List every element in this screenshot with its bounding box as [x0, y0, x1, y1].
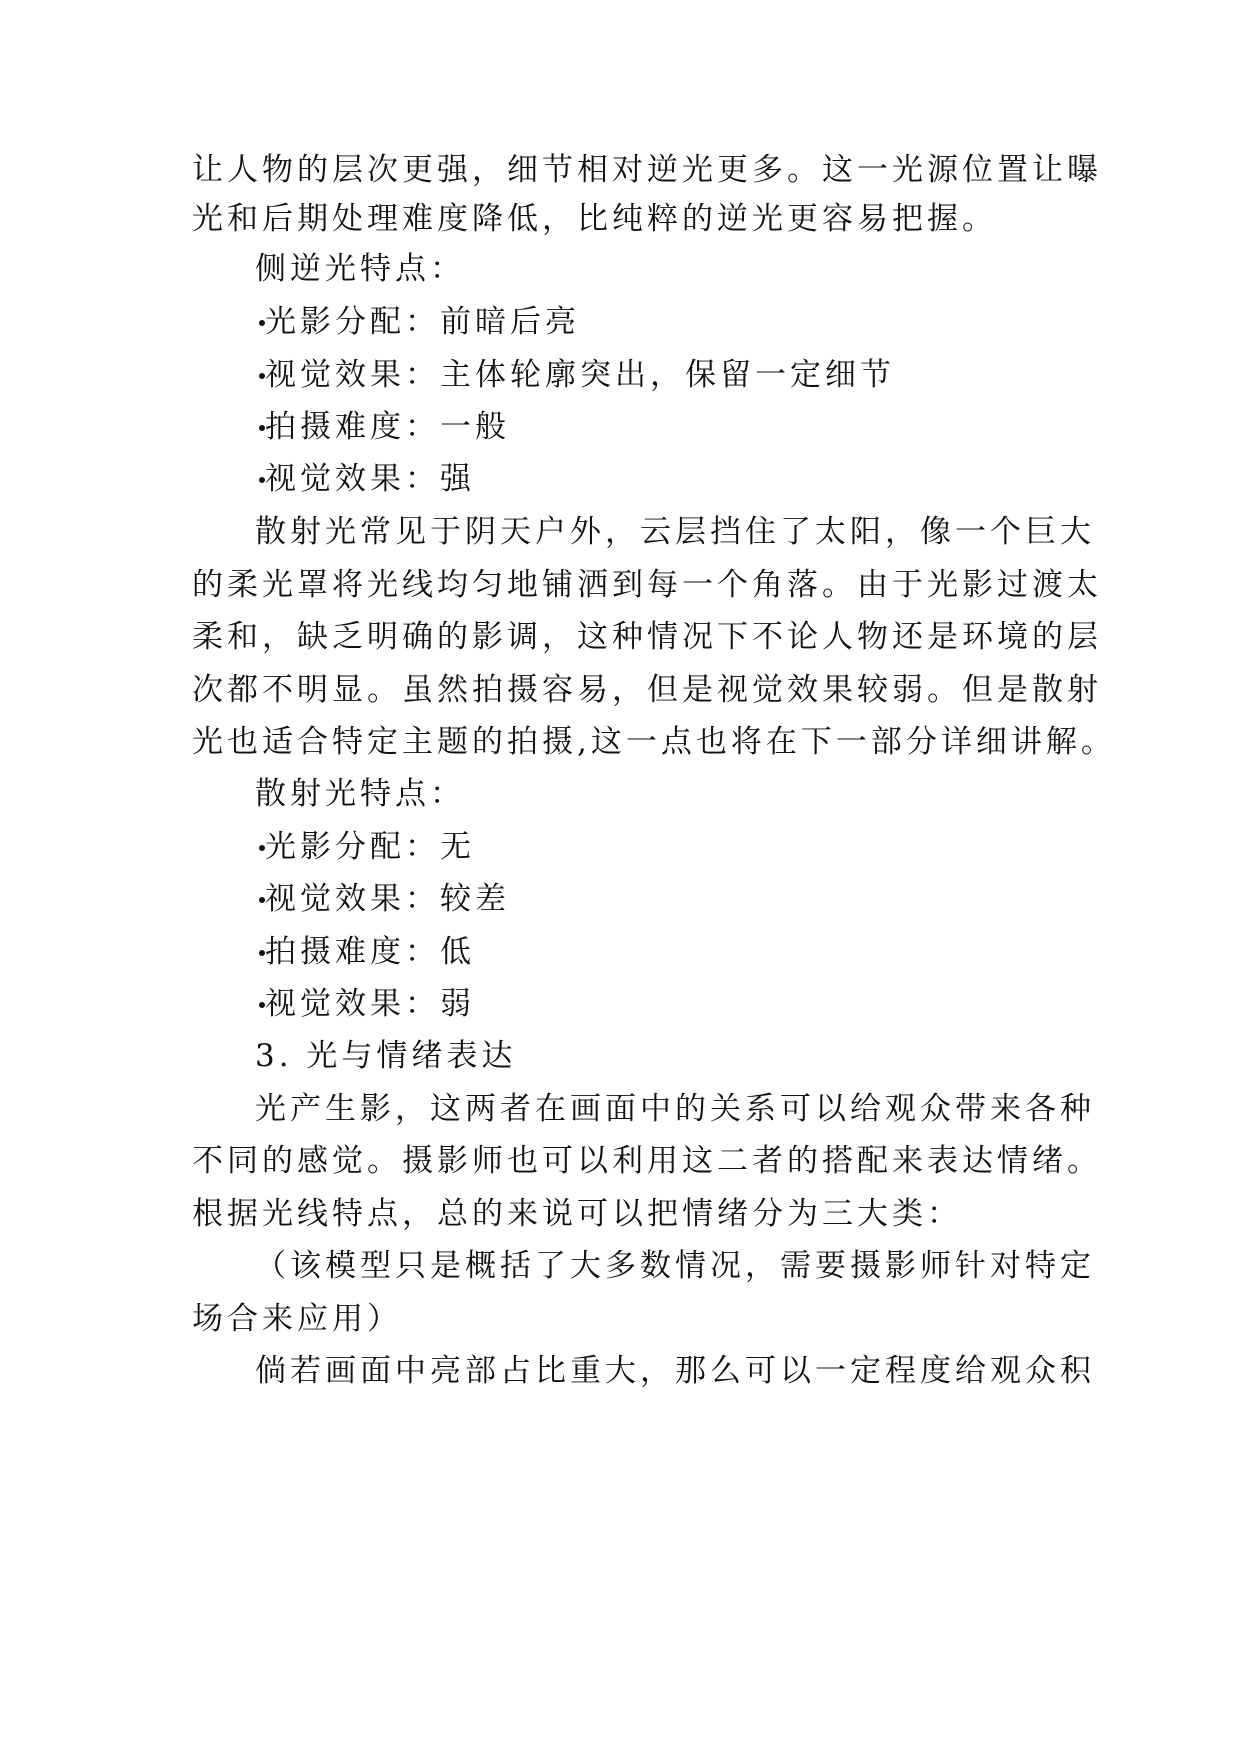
section-label: 侧逆光特点：: [255, 251, 465, 287]
body-text-line: （该模型只是概括了大多数情况，需要摄影师针对特定: [255, 1248, 1095, 1284]
bullet-icon: [259, 373, 265, 379]
section-label: 散射光特点：: [255, 776, 465, 812]
body-text-line: 倘若画面中亮部占比重大，那么可以一定程度给观众积: [255, 1353, 1095, 1389]
body-text-line: 根据光线特点，总的来说可以把情绪分为三大类：: [192, 1196, 962, 1232]
bullet-icon: [259, 477, 265, 483]
list-item: [265, 407, 510, 447]
list-item-text: 视觉效果：弱: [265, 986, 475, 1022]
list-item: [265, 879, 510, 919]
list-item: [265, 984, 475, 1024]
bullet-icon: [259, 950, 265, 956]
bullet-icon: [259, 425, 265, 431]
body-text-line: 次都不明显。虽然拍摄容易，但是视觉效果较弱。但是散射: [192, 672, 1102, 708]
list-item-text: 光影分配：无: [265, 829, 475, 865]
body-text-line: 光也适合特定主题的拍摄,这一点也将在下一部分详细讲解。: [192, 724, 1116, 760]
body-text-line: 的柔光罩将光线均匀地铺洒到每一个角落。由于光影过渡太: [192, 567, 1102, 603]
body-text-line: 光产生影，这两者在画面中的关系可以给观众带来各种: [255, 1091, 1095, 1127]
list-item-text: 光影分配：前暗后亮: [265, 304, 580, 340]
bullet-icon: [259, 845, 265, 851]
body-text-line: 光和后期处理难度降低，比纯粹的逆光更容易把握。: [192, 201, 997, 237]
body-text-line: 柔和，缺乏明确的影调，这种情况下不论人物还是环境的层: [192, 619, 1102, 655]
list-item-text: 视觉效果：主体轮廓突出，保留一定细节: [265, 357, 895, 393]
list-item: [265, 302, 580, 342]
list-item-text: 视觉效果：强: [265, 461, 475, 497]
body-text-line: 散射光常见于阴天户外，云层挡住了太阳，像一个巨大: [255, 514, 1095, 550]
list-item-text: 视觉效果：较差: [265, 881, 510, 917]
bullet-icon: [259, 1002, 265, 1008]
list-item-text: 拍摄难度：一般: [265, 409, 510, 445]
body-text-line: 让人物的层次更强，细节相对逆光更多。这一光源位置让曝: [192, 152, 1102, 188]
list-item: [265, 355, 895, 395]
list-item: [265, 932, 475, 972]
body-text-line: 场合来应用）: [192, 1301, 402, 1337]
body-text-line: 不同的感觉。摄影师也可以利用这二者的搭配来表达情绪。: [192, 1143, 1102, 1179]
list-item: [265, 459, 475, 499]
list-item-text: 拍摄难度：低: [265, 934, 475, 970]
bullet-icon: [259, 320, 265, 326]
list-item: [265, 827, 475, 867]
bullet-icon: [259, 897, 265, 903]
section-heading: 3. 光与情绪表达: [255, 1038, 517, 1074]
